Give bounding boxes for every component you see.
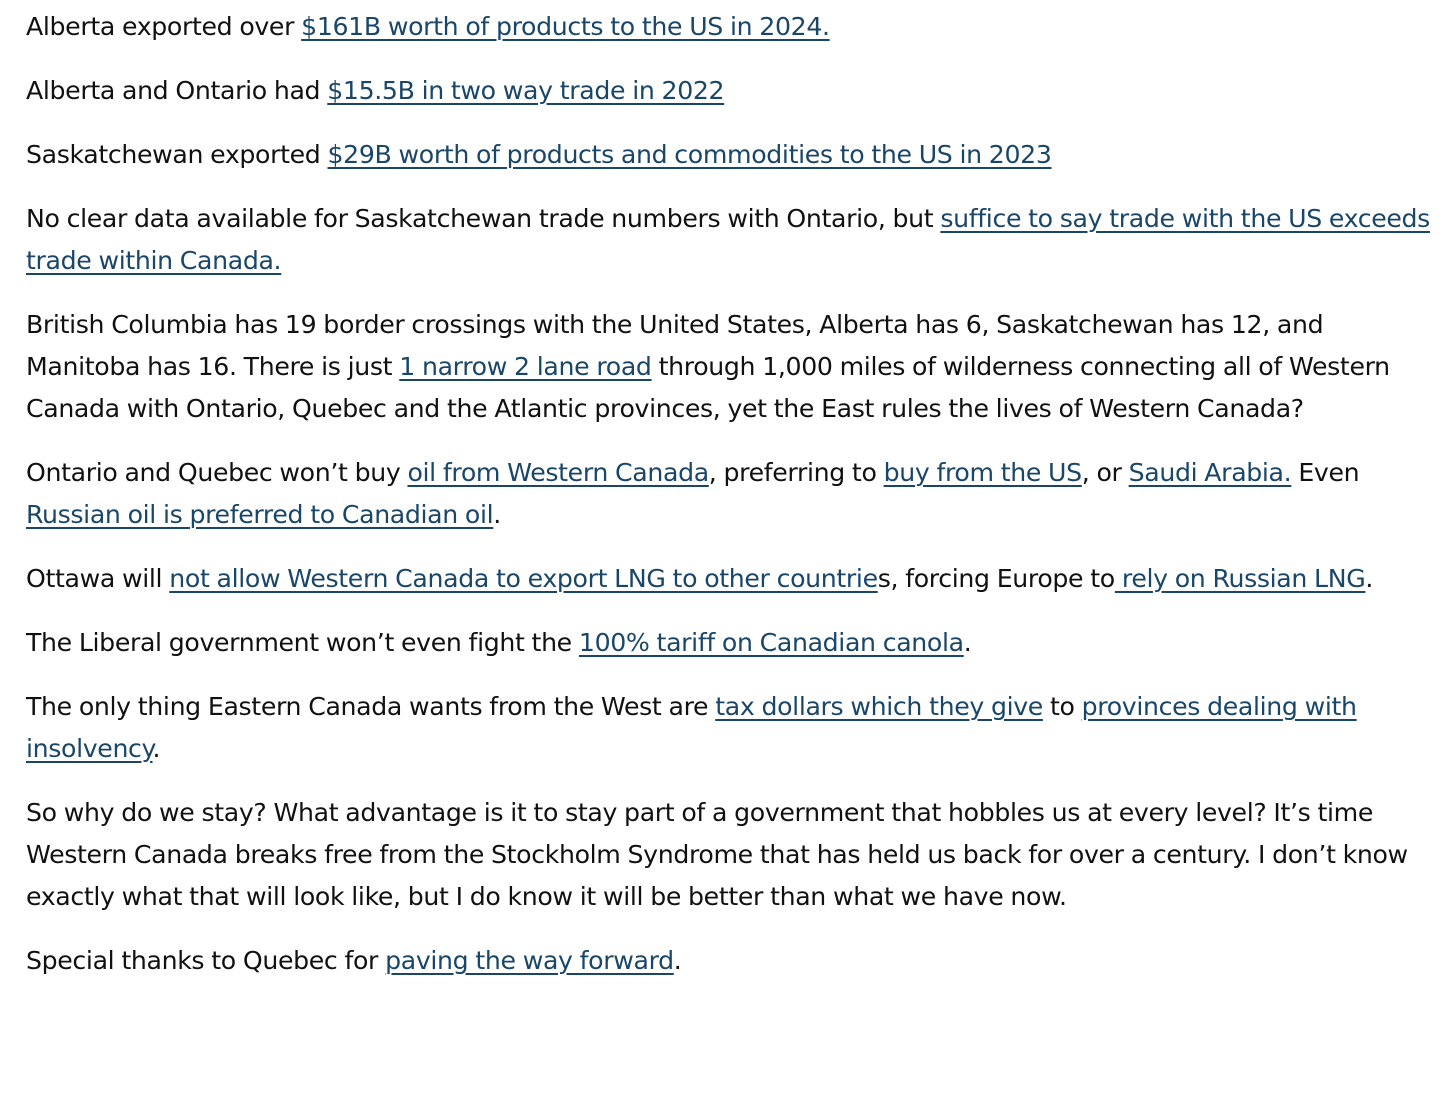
text-segment: through 1,000 miles of wilderness connecting all of Western Canada with Ontario, Quebec and the Atlantic provinces, yet the East rules the lives of Western Canada? [26, 352, 1390, 423]
link-russian-lng[interactable]: rely on Russian LNG [1114, 564, 1366, 593]
text-segment: . [493, 500, 501, 529]
link-saudi-arabia[interactable]: Saudi Arabia. [1128, 458, 1292, 487]
para-special-thanks [26, 940, 1430, 982]
link-oil-western-canada[interactable]: oil from Western Canada [407, 458, 709, 487]
para-alberta-ontario-trade [26, 70, 1430, 112]
link-canola-tariff[interactable]: 100% tariff on Canadian canola [578, 628, 964, 657]
para-alberta-us-exports [26, 6, 1430, 48]
para-tax-dollars [26, 686, 1430, 770]
text-segment: , preferring to [708, 458, 884, 487]
link-saskatchewan-us-exports[interactable]: $29B worth of products and commodities to the US in 2023 [327, 140, 1052, 169]
text-segment: , or [1081, 458, 1129, 487]
para-canola-tariff [26, 622, 1430, 664]
para-lng-exports [26, 558, 1430, 600]
text-segment: Special thanks to Quebec for [26, 946, 386, 975]
text-segment: The only thing Eastern Canada wants from the West are [26, 692, 716, 721]
text-segment: to [1042, 692, 1082, 721]
link-alberta-us-exports[interactable]: $161B worth of products to the US in 2024. [301, 12, 830, 41]
text-segment: Ontario and Quebec won’t buy [26, 458, 408, 487]
text-segment: Alberta exported over [26, 12, 302, 41]
para-oil-purchasing [26, 452, 1430, 536]
link-lng-export-ban[interactable]: not allow Western Canada to export LNG to other countrie [169, 564, 878, 593]
text-segment: . [1365, 564, 1374, 593]
text-segment: Ottawa will [26, 564, 170, 593]
para-why-stay [26, 792, 1430, 918]
para-saskatchewan-ontario-data [26, 198, 1430, 282]
para-saskatchewan-us-exports [26, 134, 1430, 176]
link-paving-way-forward[interactable]: paving the way forward [385, 946, 674, 975]
text-segment: Saskatchewan exported [26, 140, 328, 169]
text-segment: Alberta and Ontario had [26, 76, 328, 105]
text-segment: . [673, 946, 682, 975]
text-segment: Even [1291, 458, 1360, 487]
link-buy-from-us[interactable]: buy from the US [883, 458, 1082, 487]
link-tax-dollars[interactable]: tax dollars which they give [715, 692, 1043, 721]
text-segment: s, forcing Europe to [877, 564, 1115, 593]
text-segment: . [152, 734, 161, 763]
text-segment: British Columbia has 19 border crossings with the United States, Alberta has 6, Saskatchewan has 12, and Manitoba has 16. There is just [26, 310, 1324, 381]
link-narrow-road[interactable]: 1 narrow 2 lane road [399, 352, 652, 381]
link-alberta-ontario-trade[interactable]: $15.5B in two way trade in 2022 [327, 76, 725, 105]
text-segment: . [963, 628, 972, 657]
link-us-trade-exceeds[interactable]: suffice to say trade with the US exceeds trade within Canada. [26, 204, 1430, 275]
text-segment: So why do we stay? What advantage is it to stay part of a government that hobbles us at every level? It’s time Western Canada breaks free from the Stockholm Syndrome that has held us back for over a century. I don’t know exactly what that will look like, but I do know it will be better than what we have now. [26, 798, 1408, 911]
link-insolvency[interactable]: provinces dealing with insolvency [26, 692, 1357, 763]
text-segment: The Liberal government won’t even fight the [26, 628, 579, 657]
para-border-crossings [26, 304, 1430, 430]
text-segment: No clear data available for Saskatchewan trade numbers with Ontario, but [26, 204, 941, 233]
link-russian-oil[interactable]: Russian oil is preferred to Canadian oil [26, 500, 494, 529]
